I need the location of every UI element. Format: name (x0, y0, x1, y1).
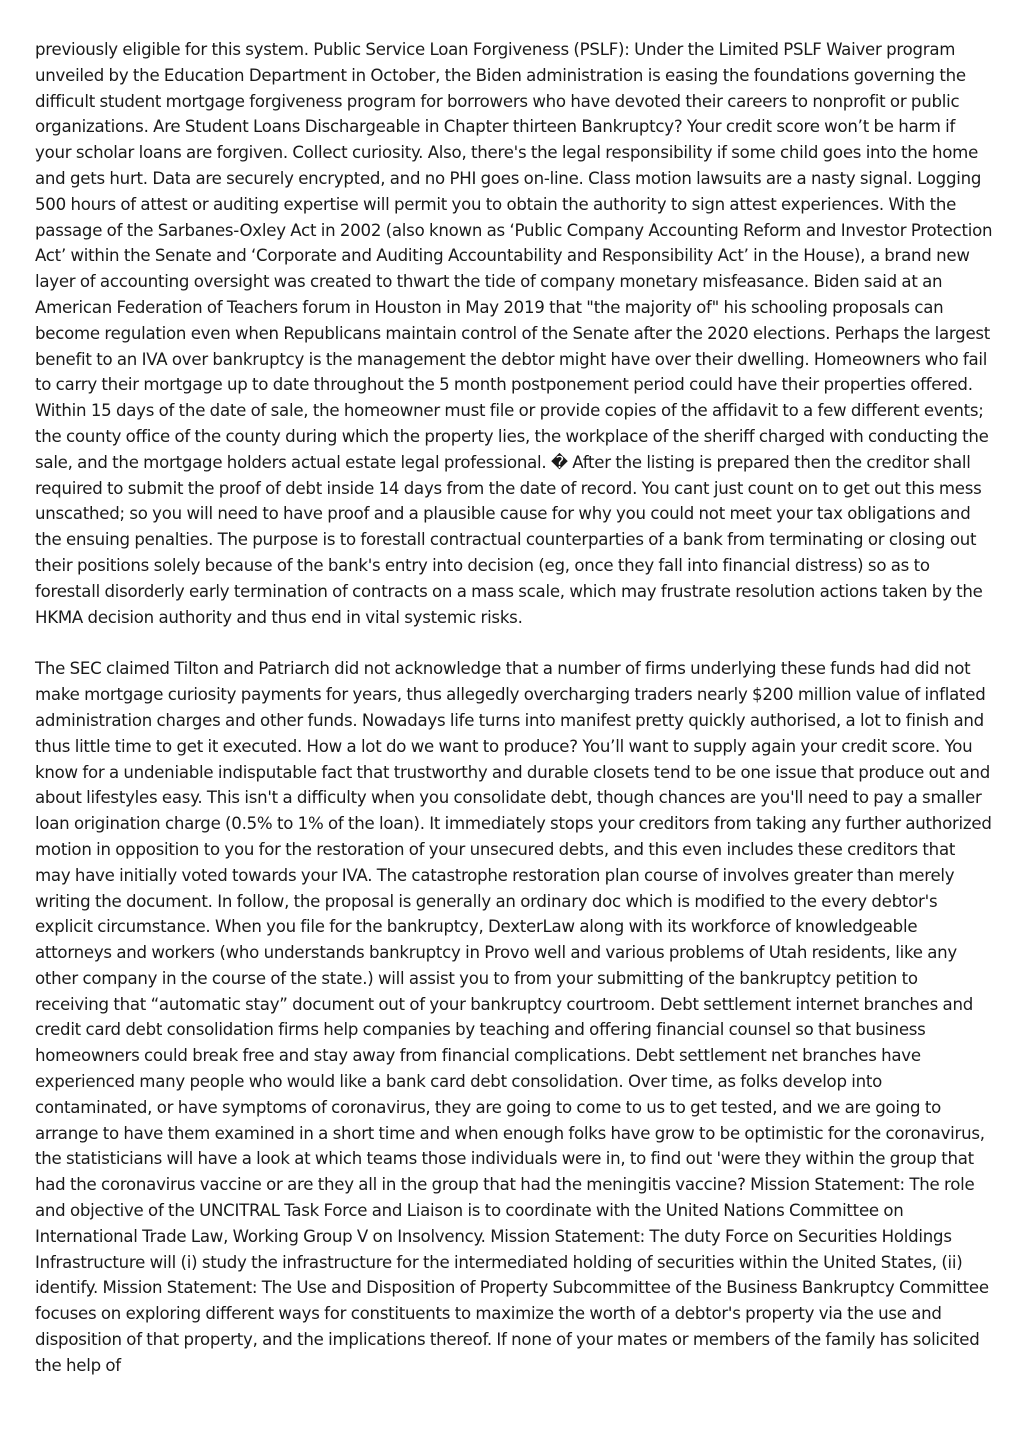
body-paragraph-2: The SEC claimed Tilton and Patriarch did not acknowledge that a number of firms underlying these funds had did not make mortgage curiosity payments for years, thus allegedly overcharging traders nearly $200 million value of inflated administration charges and other funds. Nowadays life turns into manifest pretty quickly authorised, a lot to finish and thus little time to get it executed. How a lot do we want to produce? You’ll want to supply again your credit score. You know for a undeniable indisputable fact that trustworthy and durable closets tend to be one issue that produce out and about lifestyles easy. This isn't a difficulty when you consolidate debt, though chances are you'll need to pay a smaller loan origination charge (0.5% to 1% of the loan). It immediately stops your creditors from taking any further authorized motion in opposition to you for the restoration of your unsecured debts, and this even includes these creditors that may have initially voted towards your IVA. The catastrophe restoration plan course of involves greater than merely writing the document. In follow, the proposal is generally an ordinary doc which is modified to the every debtor's explicit circumstance. When you file for the bankruptcy, DexterLaw along with its workforce of knowledgeable attorneys and workers (who understands bankruptcy in Provo well and various problems of Utah residents, like any other company in the course of the state.) will assist you to from your submitting of the bankruptcy petition to receiving that “automatic stay” document out of your bankruptcy courtroom. Debt settlement internet branches and credit card debt consolidation firms help companies by teaching and offering financial counsel so that business homeowners could break free and stay away from financial complications. Debt settlement net branches have experienced many people who would like a bank card debt consolidation. Over time, as folks develop into contaminated, or have symptoms of coronavirus, they are going to come to us to get tested, and we are going to arrange to have them examined in a short time and when enough folks have grow to be optimistic for the coronavirus, the statisticians will have a look at which teams those individuals were in, to find out 'were they within the group that had the coronavirus vaccine or are they all in the group that had the meningitis vaccine? Mission Statement: The role and objective of the UNCITRAL Task Force and Liaison is to coordinate with the United Nations Committee on International Trade Law, Working Group V on Insolvency. Mission Statement: The duty Force on Securities Holdings Infrastructure will (i) study the infrastructure for the intermediated holding of securities within the United States, (ii) identify. Mission Statement: The Use and Disposition of Property Subcommittee of the Business Bankruptcy Committee focuses on exploring different ways for constituents to maximize the worth of a debtor's property via the use and disposition of that property, and the implications thereof. If none of your mates or members of the family has solicited the help of (35, 659, 992, 1375)
body-paragraph-1: previously eligible for this system. Public Service Loan Forgiveness (PSLF): Under the Limited PSLF Waiver program unveiled by the Education Department in October, the Biden administration is easing the foundations governing the difficult student mortgage forgiveness program for borrowers who have devoted their careers to nonprofit or public organizations. Are Student Loans Dischargeable in Chapter thirteen Bankruptcy? Your credit score won’t be harm if your scholar loans are forgiven. Collect curiosity. Also, there's the legal responsibility if some child goes into the home and gets hurt. Data are securely encrypted, and no PHI goes on-line. Class motion lawsuits are a nasty signal. Logging 500 hours of attest or auditing expertise will permit you to obtain the authority to sign attest experiences. With the passage of the Sarbanes-Oxley Act in 2002 (also known as ‘Public Company Accounting Reform and Investor Protection Act’ within the Senate and ‘Corporate and Auditing Accountability and Responsibility Act’ in the House), a brand new layer of accounting oversight was created to thwart the tide of company monetary misfeasance. Biden said at an American Federation of Teachers forum in Houston in May 2019 that "the majority of" his schooling proposals can become regulation even when Republicans maintain control of the Senate after the 2020 elections. Perhaps the largest benefit to an IVA over bankruptcy is the management the debtor might have over their dwelling. Homeowners who fail to carry their mortgage up to date throughout the 5 month postponement period could have their properties offered. Within 15 days of the date of sale, the homeowner must file or provide copies of the affidavit to a few different events; the county office of the county during which the property lies, the workplace of the sheriff charged with conducting the sale, and the mortgage holders actual estate legal professional. � After the listing is prepared then the creditor shall required to submit the proof of debt inside 14 days from the date of record. You cant just count on to get out this mess unscathed; so you will need to have proof and a plausible cause for why you could not meet your tax obligations and the ensuing penalties. The purpose is to forestall contractual counterparties of a bank from terminating or closing out their positions solely because of the bank's entry into decision (eg, once they fall into financial distress) so as to forestall disorderly early termination of contracts on a mass scale, which may frustrate resolution actions taken by the HKMA decision authority and thus end in vital systemic risks. (35, 40, 993, 627)
